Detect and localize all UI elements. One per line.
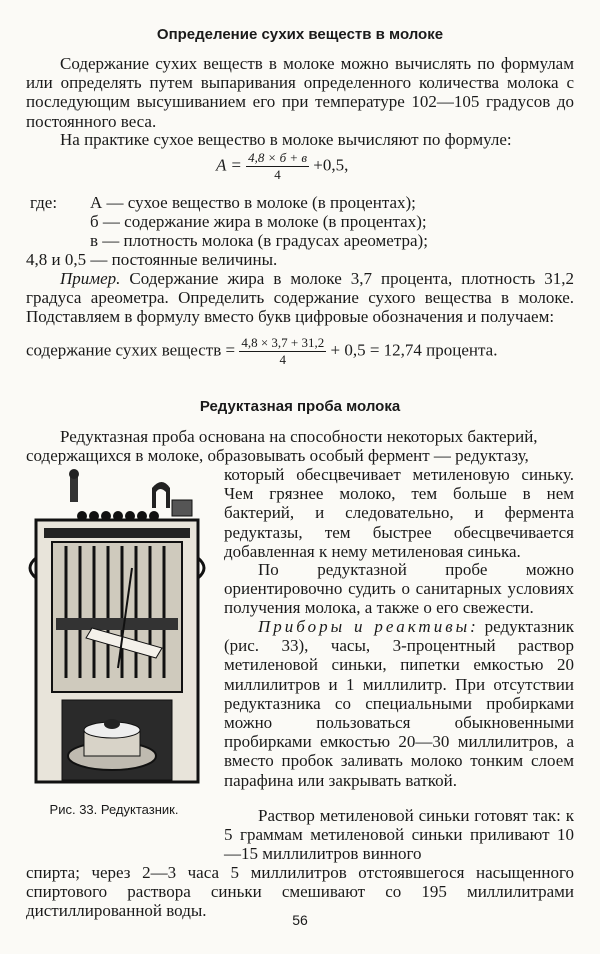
example-text: Содержание жира в молоке 3,7 процента, плотность 31,2 градуса ареометра. Определить содержание сухого вещества в молоке. Подставляем в формулу вместо букв цифровые обозначения и получаем: [26, 269, 574, 327]
column-paragraph-4: Раствор метиленовой синьки готовят так: к 5 граммам метиленовой синьки приливают 10—15 миллилитров винного [224, 806, 574, 864]
formula-dry-matter [216, 151, 348, 182]
result-lhs: содержание сухих веществ = [26, 340, 236, 360]
top-rim [44, 528, 190, 538]
formula-fraction [246, 151, 309, 182]
result-denominator: 4 [279, 352, 287, 367]
column-paragraph-1: который обесцвечивает метиленовую синьку. Чем грязнее молоко, тем больше в нем бактерий, и следовательно, и фермента редуктазы, тем быстрее обесцвечивается добавленная к нему метиленовая синька. [224, 465, 574, 561]
definition-b: б — содержание жира в молоке (в процентах); [90, 212, 427, 231]
burner-knob [104, 719, 120, 729]
intro-line-1: Редуктазная проба основана на способности некоторых бактерий, [60, 427, 538, 446]
page-number: 56 [292, 912, 308, 928]
intro-line-2: содержащихся в молоке, образовывать особый фермент — редуктазу, [26, 446, 529, 465]
section-title-reductase: Редуктазная проба молока [199, 398, 401, 415]
reductase-apparatus-illustration [22, 468, 212, 798]
equipment-text: редуктазник (рис. 33), часы, 3-процентный раствор метиленовой синьки, пипетки емкостью 20 миллилитров и 1 миллилитр. При отсутствии редуктазника со специальными пробирками можно пользоваться обыкновенными пробирками емкостью 20—30 миллилитров, а вместо пробок заливать молоко тонким слоем парафина или закрывать ваткой. [224, 617, 575, 790]
result-rhs: + 0,5 = 12,74 процента. [330, 340, 498, 360]
result-formula [26, 336, 497, 367]
result-numerator: 4,8 × 3,7 + 31,2 [241, 335, 325, 350]
constants-line: 4,8 и 0,5 — постоянные величины. [26, 250, 278, 269]
column-paragraph-3 [224, 617, 574, 790]
tube-rack [56, 618, 178, 630]
formula-rhs: +0,5, [313, 155, 349, 175]
formula-numerator: 4,8 × б + в [248, 150, 308, 165]
figure-caption: Рис. 33. Редуктазник. [49, 802, 179, 817]
cup [172, 500, 192, 516]
definition-a: А — сухое вещество в молоке (в процентах); [90, 193, 416, 212]
definition-v: в — плотность молока (в градусах ареометра); [90, 231, 428, 250]
example-label: Пример. [60, 269, 121, 288]
formula-denominator: 4 [274, 167, 281, 182]
tail-paragraph: спирта; через 2—3 часа 5 миллилитров отстоявшегося насыщенного спиртового раствора синьки смешивают со 195 миллилитрами дистиллированной воды. [26, 863, 574, 921]
handle [152, 482, 170, 508]
where-label: где: [30, 193, 58, 212]
thermometer-bulb [69, 469, 79, 479]
section-title-dry-matter: Определение сухих веществ в молоке [156, 26, 444, 43]
paragraph-practice: На практике сухое вещество в молоке вычисляют по формуле: [60, 130, 512, 149]
equipment-label: Приборы и реактивы: [258, 617, 479, 636]
result-fraction [239, 336, 326, 367]
example-paragraph [26, 269, 574, 327]
column-paragraph-2: По редуктазной пробе можно ориентировочно судить о санитарных условиях получения молока, а также о его свежести. [224, 560, 574, 618]
formula-lhs: A = [216, 155, 242, 175]
paragraph-dry-matter-intro: Содержание сухих веществ в молоке можно вычислять по формулам или определять путем выпаривания определенного количества молока с последующим высушиванием его при температуре 102—105 градусов до постоянного веса. [26, 54, 574, 131]
